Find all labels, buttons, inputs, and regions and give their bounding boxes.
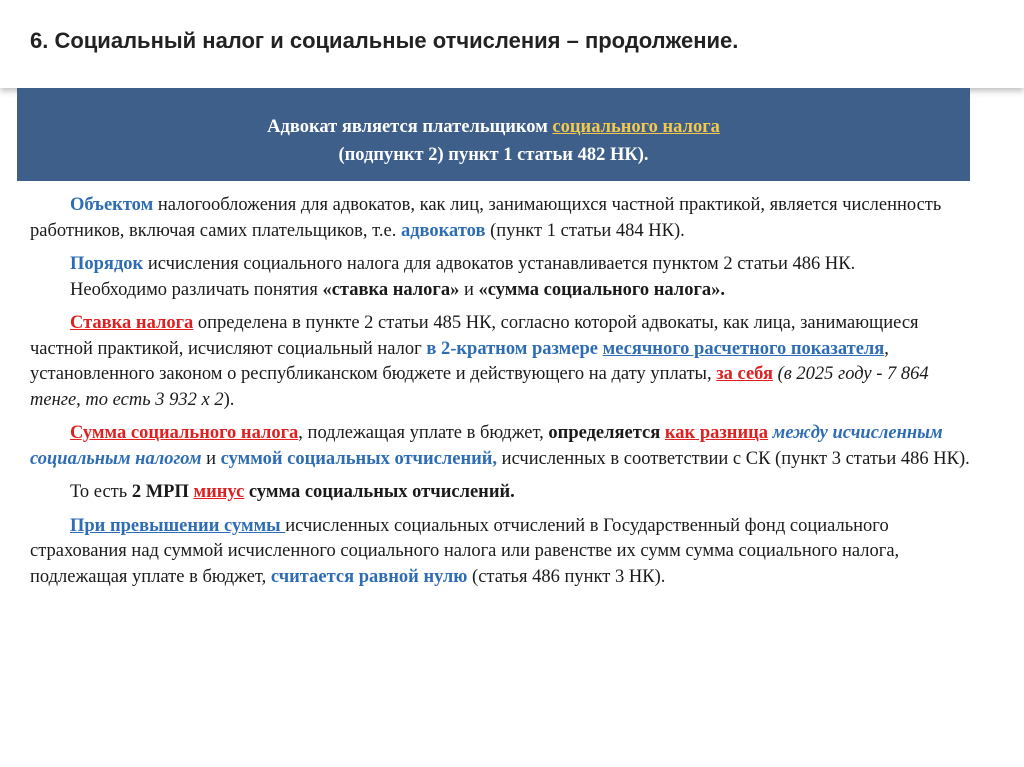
term-rate: Ставка налога	[70, 313, 194, 333]
text: налогообложения для адвокатов, как лиц, занимающихся частной практикой, является численность работников, включая самих плательщиков, т.е.	[30, 195, 942, 241]
emph-2025-amount: (в 2025 году - 7 864 тенге, то есть 3 932 х 2	[30, 364, 929, 410]
banner-text: Адвокат является плательщиком	[267, 117, 553, 137]
banner-line-1	[17, 113, 970, 141]
page-title: 6. Социальный налог и социальные отчисления – продолжение.	[30, 28, 739, 53]
text: , установленного законом о республиканском бюджете и действующего на дату уплаты,	[30, 338, 889, 384]
emph-for-self: за себя	[716, 364, 773, 384]
text: определена в пункте 2 статьи 485 НК, согласно которой адвокаты, как лица, занимающиеся частной практикой, исчисляют социальный налог	[30, 313, 919, 359]
term-sum: Сумма социального налога	[70, 423, 299, 443]
text: исчисления социального налога для адвокатов устанавливается пунктом 2 статьи 486 НК.	[143, 254, 856, 274]
text: Необходимо различать понятия	[70, 279, 323, 300]
emph-determined: определяется	[548, 423, 661, 443]
main-content	[30, 193, 975, 598]
banner-line-2: (подпункт 2) пункт 1 статьи 482 НК).	[338, 145, 649, 165]
term-procedure: Порядок	[70, 254, 144, 274]
text: То есть	[70, 482, 132, 502]
text: , подлежащая уплате в бюджет,	[298, 423, 549, 443]
paragraph-excess	[30, 514, 975, 591]
term-object: Объектом	[70, 195, 154, 215]
info-banner	[17, 88, 970, 181]
emph-minus: минус	[193, 482, 245, 502]
text: исчисленных в соответствии с СК (пункт 3 статьи 486 НК).	[497, 448, 970, 469]
text: (пункт 1 статьи 484 НК).	[485, 220, 685, 241]
text: (статья 486 пункт 3 НК).	[467, 566, 666, 587]
emph-2x: в 2-кратном размере	[426, 338, 598, 359]
emph-mrp: месячного расчетного показателя	[602, 338, 885, 359]
emph-between-tax: между исчисленным социальным налогом	[30, 423, 943, 469]
banner-highlight: социального налога	[552, 117, 720, 137]
term-excess: При превышении суммы	[70, 515, 286, 536]
paragraph-object	[30, 193, 975, 244]
term-tax-rate: «ставка налога»	[322, 279, 460, 300]
emph-social-contrib: суммой социальных отчислений,	[220, 448, 498, 469]
title-bar	[0, 0, 1024, 88]
text: и	[459, 279, 479, 300]
emph-contrib-sum: сумма социальных отчислений.	[244, 482, 515, 502]
paragraph-that-is	[30, 480, 975, 506]
term-lawyers: адвокатов	[400, 220, 486, 241]
text: ).	[223, 389, 235, 410]
paragraph-sum	[30, 421, 975, 472]
paragraph-rate	[30, 311, 975, 413]
emph-as-difference: как разница	[664, 423, 769, 443]
emph-2-mrp: 2 МРП	[131, 482, 189, 502]
term-tax-sum: «сумма социального налога».	[478, 279, 725, 300]
text: и	[201, 448, 221, 469]
emph-zero: считается равной нулю	[270, 566, 468, 587]
paragraph-procedure	[30, 252, 975, 278]
text: исчисленных социальных отчислений в Государственный фонд социального страхования над суммой исчисленного социального налога или равенстве их сумм сумма социального налога, подлежащая уплате в бюджет,	[30, 515, 900, 587]
paragraph-distinguish	[30, 278, 975, 304]
